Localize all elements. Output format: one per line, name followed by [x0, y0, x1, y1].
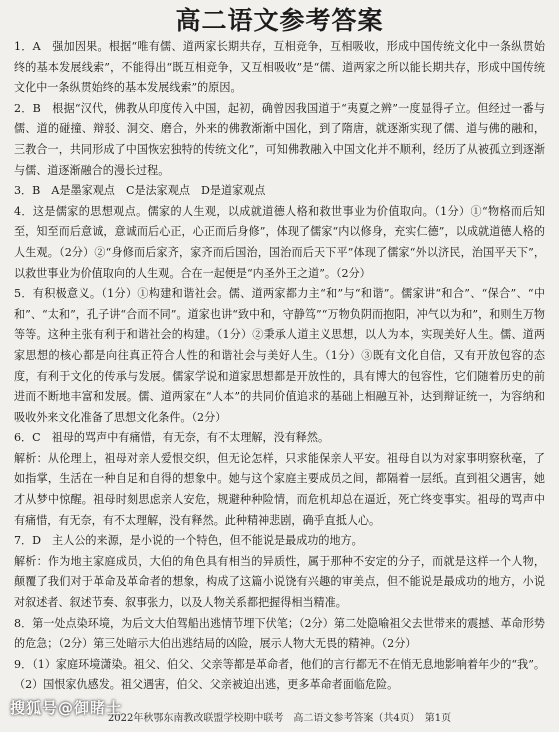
answer-q7: 7．D 主人公的来源，是小说的一个特色，但不能说是最成功的地方。 — [14, 534, 363, 548]
page-footer: 2022年秋鄂东南教改联盟学校期中联考 高二语文参考答案（共4页） 第1页 — [107, 713, 452, 724]
answer-q9: 9．（1）家庭环境潇染。祖父、伯父、父亲等都是革命者，他们的言行都无不在悄无息地影响着年少的“我”。（2）国恨家仇感发。祖父遇害，伯父、父亲被迫出逃，更多革命者面临危险。 — [14, 657, 545, 692]
watermark: 搜狐号@御睹士 — [10, 699, 123, 717]
answer-q1: 1．A 强加因果。根据“唯有儒、道两家长期共存，互相竞争，互相吸收，形成中国传统文化中一条纵贯始终的基本发展线索”，不能得出“既互相竞争，又互相吸收”是“儒、道两家之所以能长期共存，形成中国传统文化中一条纵贯始终的基本发展线索”的原因。 — [14, 40, 545, 95]
answer-q4: 4．这是儒家的思想观点。儒家的人生观，以成就道德人格和救世事业为价值取向。（1分）①“物格而后知至，知至而后意诚，意诚而后心正，心正而后身修”，体现了儒家“内以修身，充实仁德”，以成就道德人格的人生观。（2分）②“身修而后家齐，家齐而后国治，国治而后天下平”体现了儒家“外以济民，治国平天下”，以救世事业为价值取向的人生观。合在一起便是“内圣外王之道”。（2分） — [14, 204, 545, 280]
answer-q2: 2．B 根据“汉代，佛教从印度传入中国，起初，确曾因我国道于“夷夏之辨”一度显得孑立。但经过一番与儒、道的碰撞、辩驳、洞交、磨合，外来的佛教渐渐中国化，到了隋唐，就逐渐实现了儒、道与佛的融和，三教合一，共同形成了中国恢宏独特的传统文化”，可知佛教融入中国文化并不顺利，经历了从被孤立到逐渐与儒、道逐渐融合的漫长过程。 — [14, 101, 545, 177]
answer-q5: 5．有积极意义。（1分）①构建和谐社会。儒、道两家都力主“和”与“和谐”。儒家讲“和合”、“保合”、“中和”、“太和”，孔子讲“合而不同”。道家也讲“致中和，守静笃”“万物负阴而抱阳，冲气以为和”，和则生万物等等。这种主张有利于和谐社会的构建。（1分）②秉承人道主义思想，以人为本，实现美好人生。儒、道两家思想的核心都是向往真正符合人性的和谐社会与美好人生。（1分）③既有文化自信，又有开放包容的态度，有利于文化的传承与发展。儒家学说和道家思想都是开放性的，具有博大的包容性，它们随着历史的前进而不断地丰富和发展。儒、道两家在“人本”的共同价值追求的基础上相融互补，达到辩证统一，为容纳和吸收外来文化准备了思想文化条件。（2分） — [14, 287, 545, 424]
answer-q8: 8．第一处点染环境，为后文大伯驾船出逃情节埋下伏笔；（2分）第二处隐喻祖父去世带来的震撼、革命形势的危急；（2分）第三处暗示大伯出逃结局的凶险，展示人物大无畏的精神。（2分） — [14, 616, 545, 651]
page-title: 高二语文参考答案 — [175, 6, 384, 35]
answer-q7-analysis: 解析：作为地主家庭成员，大伯的角色具有相当的异质性，属于那种不安定的分子，而就是这样一个人物，颠覆了我们对于革命及革命者的想象，构成了这篇小说饶有兴趣的审美点，但不能说是最成功的地方，小说对叙述者、叙述节奏、叙事张力，以及人物关系都把握得相当精准。 — [14, 554, 545, 610]
answer-content — [14, 37, 545, 696]
answer-q3: 3．B A是墨家观点 C是法家观点 D是道家观点 — [14, 184, 266, 198]
answer-q6-analysis: 解析：从伦理上，祖母对亲人爱恨交织，但无论怎样，只求能保亲人平安。祖母自以为对家事明察秋毫，了如指掌，生活在一种自足和自得的想象中。她与这个家庭主要成员之间，都隔着一层纸。直到祖父遇害，她才从梦中惊醒。祖母时刻思虑亲人安危，规避种种险情，而危机却总在逼近，死亡终变事实。祖母的骂声中有痛惜，有无奈，有不太理解，没有释然。此种精神悲剧，确乎直抵人心。 — [14, 451, 545, 527]
answer-q6: 6．C 祖母的骂声中有痛惜，有无奈，有不太理解，没有释然。 — [14, 431, 330, 445]
